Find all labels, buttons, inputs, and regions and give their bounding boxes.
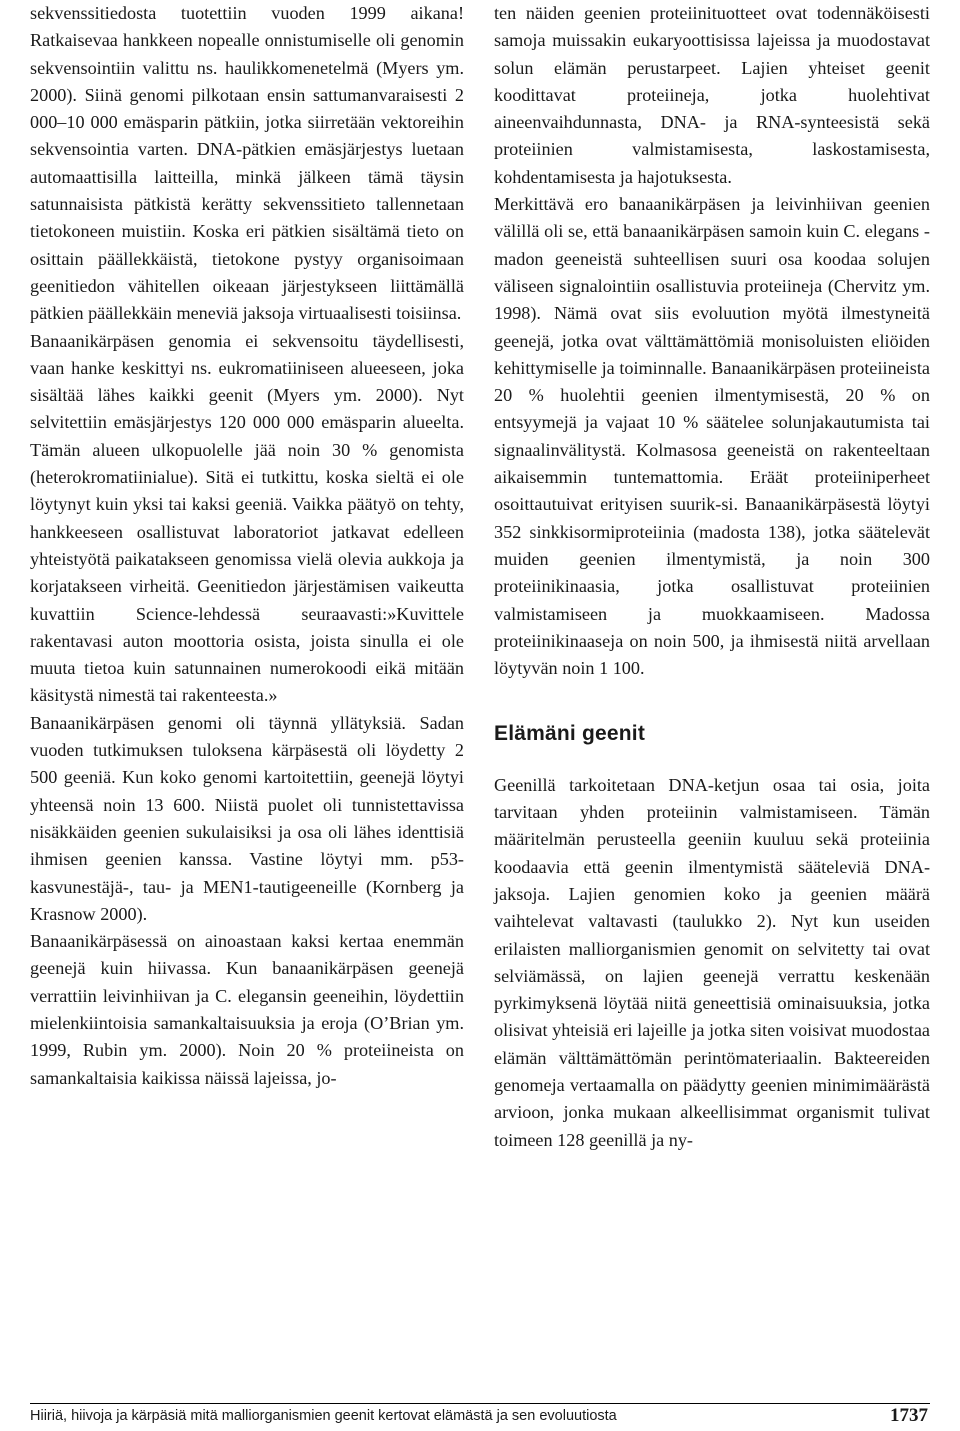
right-paragraph-1: ten näiden geenien proteiinituotteet ovat todennäköisesti samoja muissakin eukaryoottisissa lajeissa ja muodostavat solun elämän perustarpeet. Lajien yhteiset geenit koodittavat proteiineja, jotka huolehtivat aineenvaihdunnasta, DNA- ja RNA-synteesistä sekä proteiinien valmistamisesta, laskostamisesta, kohdentamisesta ja hajotuksesta. [494, 3, 930, 187]
left-paragraph-4: Banaanikärpäsessä on ainoastaan kaksi kertaa enemmän geenejä kuin hiivassa. Kun banaanikärpäsen geenejä verrattiin leivinhiivan ja C. elegansin geeneihin, löydettiin mielenkiintoisia samankaltaisuuksia ja eroja (O’Brian ym. 1999, Rubin ym. 2000). Noin 20 % proteiineista on samankaltaisia kaikissa näissä lajeissa, jo- [30, 931, 464, 1088]
right-column [494, 0, 930, 1375]
left-paragraph-1: sekvenssitiedosta tuotettiin vuoden 1999 aikana! Ratkaisevaa hankkeen nopealle onnistumiselle oli genomin sekvensointiin valittu ns. haulikkomenetelmä (Myers ym. 2000). Siinä genomi pilkotaan ensin sattumanvaraisesti 2 000–10 000 emäsparin pätkiin, jotka siirretään vektoreihin sekvensointia varten. DNA-pätkien emäsjärjestys luetaan automaattisilla laitteilla, minkä jälkeen tämä täysin satunnaisista pätkistä kerätty sekvenssitieto tallennetaan tietokoneen muistiin. Koska eri pätkien sisältämä tieto on osittain päällekkäistä, tietokone pystyy organisoimaan geenitiedon vähitellen oikeaan järjestykseen liittämällä pätkien päällekkäin meneviä jaksoja virtuaalisesti toisiinsa. [30, 3, 464, 324]
left-column [30, 0, 464, 1375]
footer-divider [30, 1403, 930, 1404]
right-paragraph-2: Merkittävä ero banaanikärpäsen ja leivinhiivan geenien välillä oli se, että banaanikärpäsen samoin kuin C. elegans -madon geeneistä suhteellisen suuri osa koodaa solujen väliseen signalointiin osallistuvia proteiineja (Chervitz ym. 1998). Nämä ovat siis evoluution myötä ilmestyneitä geenejä, jotka ovat välttämättömiä monisoluisten eliöiden kehittymiselle ja toiminnalle. Banaanikärpäsen proteiineista 20 % huolehtii geenien ilmentymisestä, 20 % on entsyymejä ja vajaat 10 % säätelee solunjakautumista tai signaalinvälitystä. Kolmasosa geeneistä on rakenteeltaan aikaisemmin tuntemattomia. Eräät proteiiniperheet osoittautuivat erityisen suurik-si. Banaanikärpäsestä löytyi 352 sinkkisormiproteiinia (madosta 138), jotka säätelevät muiden geenien ilmentymistä, ja noin 300 proteiinikinaasia, jotka osallistuvat proteiinien valmistamiseen ja muokkaamiseen. Madossa proteiinikinaaseja on noin 500, ja ihmisestä niitä arvellaan löytyvän noin 1 100. [494, 194, 930, 679]
right-paragraph-3: Geenillä tarkoitetaan DNA-ketjun osaa tai osia, joita tarvitaan yhden proteiinin valmistamiseen. Tämän määritelmän perusteella geeniin kuuluu sekä proteiinia koodaavia että geenin ilmentymistä sääteleviä DNA-jaksoja. Lajien genomien koko ja geenien määrä vaihtelevat valtavasti (taulukko 2). Nyt kun useiden erilaisten malliorganismien genomit on selvitetty tai ovat selviämässä, on lajien geenejä verrattu keskenään pyrkimyksenä löytää niitä geneettisiä ominaisuuksia, jotka olisivat yhteisiä eri lajeille ja jotka siten voisivat muodostaa elämän välttämättömän perintömateriaalin. Bakteereiden genomeja vertaamalla on päädytty geenien minimimäärästä arvioon, jonka mukaan alkeellisimmat organismit tulivat toimeen 128 geenillä ja ny- [494, 774, 930, 1150]
section-heading: Elämäni geenit [494, 722, 646, 746]
left-paragraph-3: Banaanikärpäsen genomi oli täynnä yllätyksiä. Sadan vuoden tutkimuksen tuloksena kärpäsestä oli löydetty 2 500 geeniä. Kun koko genomi kartoitettiin, geenejä löytyi yhteensä noin 13 600. Niistä puolet oli tunnistettavissa nisäkkäiden geenien sukulaisiksi ja osa oli lähes identtisiä ihmisen geenien kanssa. Vastine löytyi mm. p53-kasvunestäjä-, tau- ja MEN1-tautigeeneille (Kornberg ja Krasnow 2000). [30, 712, 464, 924]
running-title: Hiiriä, hiivoja ja kärpäsiä mitä malliorganismien geenit kertovat elämästä ja sen evoluutiosta [30, 1408, 617, 1424]
left-paragraph-2: Banaanikärpäsen genomia ei sekvensoitu täydellisesti, vaan hanke keskittyi ns. eukromatiiniseen alueeseen, joka sisältää lähes kaikki geenit (Myers ym. 2000). Nyt selvitettiin emäsjärjestys 120 000 000 emäsparin alueelta. Tämän alueen ulkopuolelle jää noin 30 % genomista (heterokromatiinialue). Sitä ei tutkittu, koska sieltä ei ole löytynyt kuin yksi tai kaksi geeniä. Vaikka päätyö on tehty, hankkeeseen osallistuvat laboratoriot jatkavat edelleen yhteistyötä paikatakseen genomissa vielä olevia aukkoja ja korjatakseen virheitä. Geenitiedon järjestämisen vaikeutta kuvattiin Science-lehdessä seuraavasti:»Kuvittele rakentavasi auton moottoria osista, joista sinulla ei ole muuta tietoa kuin satunnainen numerokoodi eikä mitään käsitystä nimestä tai rakenteesta.» [30, 330, 464, 706]
page-number: 1737 [890, 1405, 928, 1426]
